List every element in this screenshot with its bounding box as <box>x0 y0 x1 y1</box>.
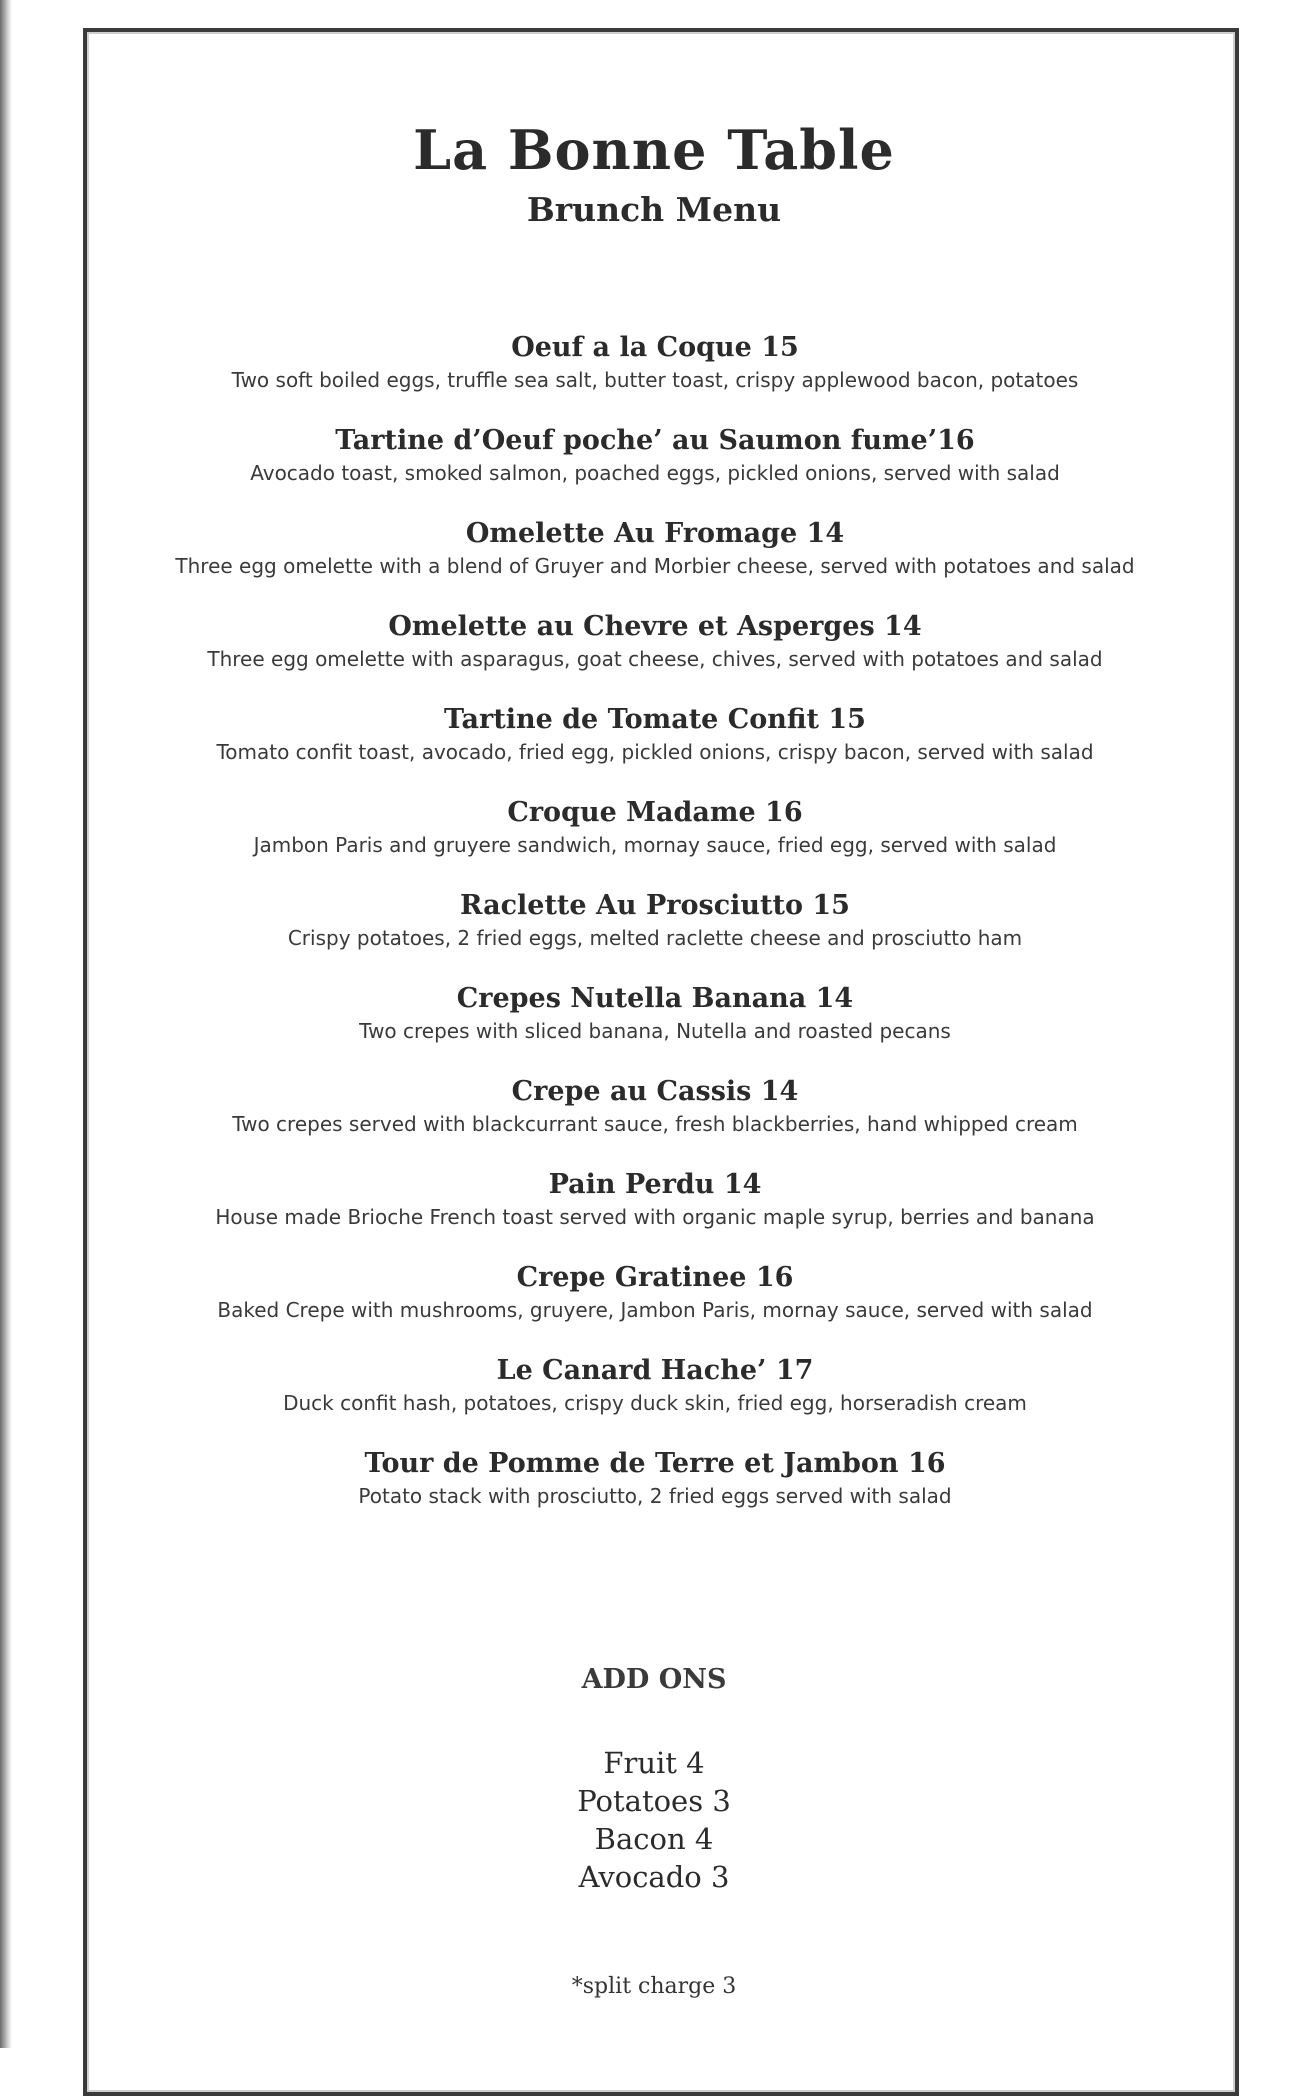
menu-item-description: Two crepes served with blackcurrant sauce, fresh blackberries, hand whipped cream <box>232 1112 1078 1136</box>
menu-item-description: House made Brioche French toast served with organic maple syrup, berries and banana <box>215 1205 1095 1229</box>
menu-item <box>90 1353 1220 1446</box>
menu-item <box>90 1446 1220 1539</box>
menu-item <box>90 795 1220 888</box>
restaurant-name: La Bonne Table <box>413 118 895 182</box>
menu-item-description: Two crepes with sliced banana, Nutella and roasted pecans <box>359 1019 951 1043</box>
menu-item <box>90 1260 1220 1353</box>
addons-list <box>0 1744 1308 1896</box>
addons-heading: ADD ONS <box>581 1664 727 1695</box>
menu-title: Brunch Menu <box>526 190 782 229</box>
addon-item: Bacon 4 <box>594 1822 714 1856</box>
menu-item-description: Three egg omelette with a blend of Gruyer and Morbier cheese, served with potatoes and salad <box>175 554 1135 578</box>
menu-item-name: Crepe Gratinee 16 <box>516 1262 794 1293</box>
menu-item-name: Le Canard Hache’ 17 <box>496 1355 814 1386</box>
menu-item <box>90 981 1220 1074</box>
menu-item <box>90 1167 1220 1260</box>
menu-item-description: Two soft boiled eggs, truffle sea salt, butter toast, crispy applewood bacon, potatoes <box>231 368 1079 392</box>
menu-item-name: Pain Perdu 14 <box>548 1169 762 1200</box>
menu-item-name: Tartine de Tomate Confit 15 <box>444 704 866 735</box>
menu-item-name: Omelette Au Fromage 14 <box>465 518 845 549</box>
menu-item <box>90 423 1220 516</box>
menu-item-description: Potato stack with prosciutto, 2 fried eggs served with salad <box>358 1484 952 1508</box>
menu-item-name: Crepes Nutella Banana 14 <box>456 983 854 1014</box>
addon-item: Avocado 3 <box>578 1860 730 1894</box>
menu-item-name: Croque Madame 16 <box>507 797 803 828</box>
menu-item-name: Raclette Au Prosciutto 15 <box>460 890 850 921</box>
menu-items-list <box>90 330 1220 1539</box>
menu-item-description: Duck confit hash, potatoes, crispy duck skin, fried egg, horseradish cream <box>283 1391 1027 1415</box>
menu-item-description: Jambon Paris and gruyere sandwich, mornay sauce, fried egg, served with salad <box>253 833 1057 857</box>
menu-item-description: Tomato confit toast, avocado, fried egg, pickled onions, crispy bacon, served with salad <box>216 740 1094 764</box>
menu-item-name: Omelette au Chevre et Asperges 14 <box>388 611 922 642</box>
menu-item-description: Crispy potatoes, 2 fried eggs, melted raclette cheese and prosciutto ham <box>287 926 1023 950</box>
addon-item: Potatoes 3 <box>577 1784 731 1818</box>
menu-item <box>90 330 1220 423</box>
menu-item <box>90 516 1220 609</box>
menu-item-description: Avocado toast, smoked salmon, poached eggs, pickled onions, served with salad <box>250 461 1060 485</box>
menu-item-name: Tartine d’Oeuf poche’ au Saumon fume’16 <box>335 425 975 456</box>
split-charge-note: *split charge 3 <box>571 1974 737 1999</box>
menu-item-description: Baked Crepe with mushrooms, gruyere, Jambon Paris, mornay sauce, served with salad <box>217 1298 1093 1322</box>
menu-item-name: Oeuf a la Coque 15 <box>511 332 799 363</box>
addon-item: Fruit 4 <box>603 1746 705 1780</box>
menu-item <box>90 888 1220 981</box>
menu-item <box>90 1074 1220 1167</box>
menu-item-name: Tour de Pomme de Terre et Jambon 16 <box>364 1448 946 1479</box>
menu-item <box>90 609 1220 702</box>
menu-item-description: Three egg omelette with asparagus, goat cheese, chives, served with potatoes and salad <box>207 647 1103 671</box>
menu-item <box>90 702 1220 795</box>
menu-item-name: Crepe au Cassis 14 <box>511 1076 799 1107</box>
